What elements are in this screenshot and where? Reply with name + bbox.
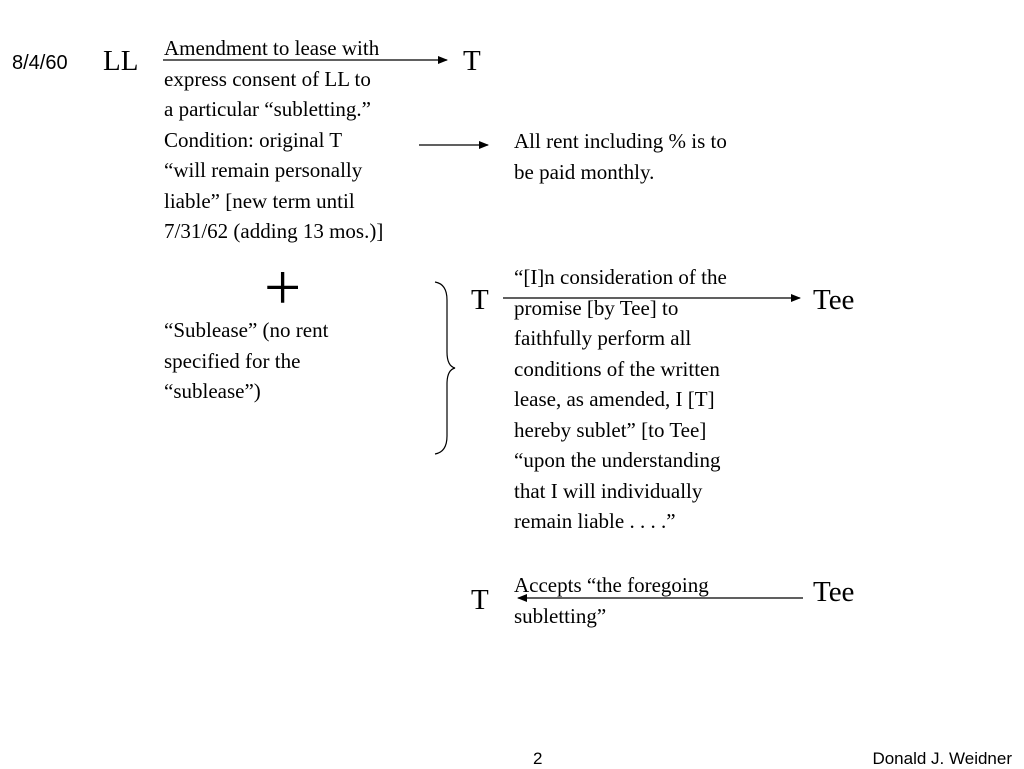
party-t-bottom: T (471, 584, 489, 616)
amendment-line: Condition: original T (164, 127, 343, 152)
sublet-quote-line: conditions of the written (514, 356, 720, 381)
sublease-text (164, 315, 328, 407)
party-tee-middle: Tee (813, 284, 855, 316)
party-t-top: T (463, 45, 481, 77)
amendment-line: express consent of LL to (164, 66, 371, 91)
sublet-quote-line: faithfully perform all (514, 326, 692, 350)
amendment-line: liable” [new term until (164, 188, 355, 213)
sublease-line: specified for the (164, 348, 301, 373)
amendment-line: “will remain personally (164, 158, 363, 182)
sublease-line: “sublease”) (164, 379, 261, 403)
sublet-quote-text (514, 262, 727, 537)
rent-note-line: be paid monthly. (514, 159, 655, 184)
sublet-quote-line: lease, as amended, I [T] (514, 387, 715, 411)
amendment-line: 7/31/62 (adding 13 mos.)] (164, 219, 384, 243)
sublet-quote-line: promise [by Tee] to (514, 295, 679, 320)
right-curly-brace (435, 282, 455, 454)
author-credit: Donald J. Weidner (872, 749, 1012, 768)
acceptance-line: subletting” (514, 603, 607, 628)
sublease-line: “Sublease” (no rent (164, 318, 329, 342)
sublet-quote-line: remain liable . . . .” (514, 509, 676, 533)
date-label: 8/4/60 (12, 52, 68, 74)
acceptance-line: Accepts “the foregoing (514, 573, 709, 597)
party-t-middle: T (471, 284, 489, 316)
acceptance-text (514, 570, 709, 631)
sublet-quote-line: “upon the understanding (514, 448, 721, 472)
amendment-line: a particular “subletting.” (164, 97, 371, 121)
sublet-quote-line: hereby sublet” [to Tee] (514, 417, 707, 442)
sublet-quote-line: that I will individually (514, 478, 703, 503)
page-number: 2 (533, 749, 543, 768)
party-tee-bottom: Tee (813, 576, 855, 608)
rent-note-line: All rent including % is to (514, 129, 727, 153)
party-ll: LL (103, 45, 139, 77)
sublet-quote-line: “[I]n consideration of the (514, 265, 727, 289)
rent-note-text (514, 126, 727, 187)
amendment-text (164, 33, 383, 247)
plus-symbol: + (264, 251, 302, 324)
amendment-line: Amendment to lease with (164, 36, 380, 60)
